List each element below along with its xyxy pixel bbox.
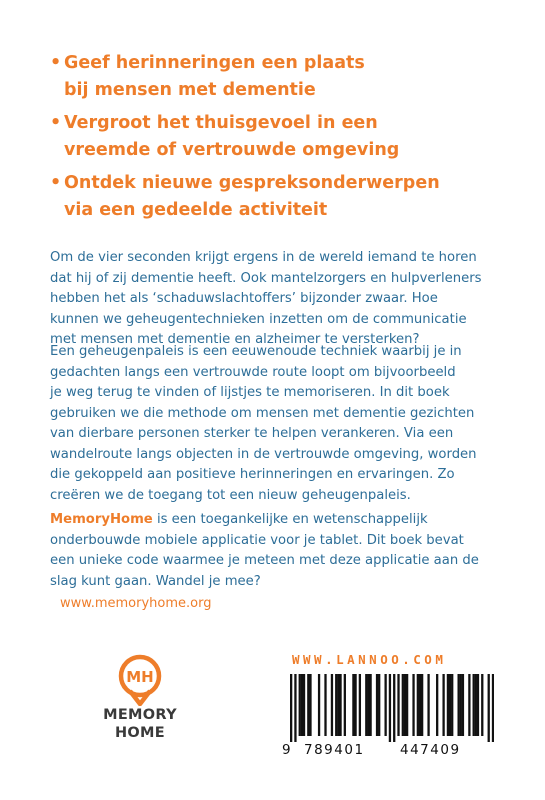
bullet-line: Geef herinneringen een plaats xyxy=(64,53,365,73)
barcode-bar xyxy=(457,674,459,736)
memoryhome-logo-icon xyxy=(115,654,165,706)
bullet-dot-icon: • xyxy=(50,53,62,73)
paragraph-line: dat hij of zij dementie heeft. Ook mantelzorgers en hulpverleners xyxy=(50,270,482,286)
paragraph-line: kunnen we geheugentechnieken inzetten om de communicatie xyxy=(50,311,467,327)
barcode-bars xyxy=(290,674,494,742)
paragraph-line: van dierbare personen sterker te helpen verankeren. Via een xyxy=(50,426,454,441)
barcode-bar xyxy=(477,674,479,736)
paragraph-line: gebruiken we die methode om mensen met dementie gezichten xyxy=(50,405,475,421)
barcode-bar xyxy=(412,674,414,736)
barcode-bar xyxy=(303,674,305,736)
paragraph-line xyxy=(50,510,510,531)
barcode-bar xyxy=(344,674,346,736)
paragraph-line: onderbouwde mobiele applicatie voor je tablet. Dit boek bevat xyxy=(50,532,464,548)
publisher-website: WWW.LANNOO.COM xyxy=(292,652,447,667)
logo-initials: MH xyxy=(126,668,154,686)
barcode-bar xyxy=(365,674,367,736)
paragraph-line: die gekoppeld aan positieve herinneringen en ervaringen. Zo xyxy=(50,467,455,482)
logo-word-home: HOME xyxy=(115,725,165,741)
paragraph-line: wandelroute langs objecten in de vertrouwde omgeving, worden xyxy=(50,446,477,462)
bullet-line: vreemde of vertrouwde omgeving xyxy=(64,140,400,160)
barcode-left-digits: 789401 xyxy=(304,742,365,758)
paragraph-line-rest: is een toegankelijke en wetenschappelijk xyxy=(152,512,428,527)
barcode-bar xyxy=(294,674,296,742)
bullet-line: Vergroot het thuisgevoel in een xyxy=(64,113,378,133)
barcode-bar xyxy=(481,674,483,736)
barcode-bar xyxy=(419,674,421,736)
feature-bullet xyxy=(50,110,510,164)
barcode-bar xyxy=(337,674,339,736)
paragraph-line: een unieke code waarmee je meteen met deze applicatie aan de xyxy=(50,553,479,568)
memoryhome-website-link[interactable]: www.memoryhome.org xyxy=(60,596,212,611)
barcode-bar xyxy=(436,674,438,736)
barcode-bar xyxy=(460,674,462,736)
memoryhome-paragraph xyxy=(50,510,510,592)
feature-bullet xyxy=(50,50,510,104)
logo-word-memory: MEMORY xyxy=(103,707,177,723)
barcode-bar xyxy=(290,674,292,742)
barcode-bar xyxy=(352,674,354,736)
feature-bullet xyxy=(50,170,510,224)
barcode-bar xyxy=(335,674,337,736)
feature-bullet-list xyxy=(50,50,510,230)
bullet-dot-icon: • xyxy=(50,173,62,193)
paragraph-line: hebben het als ‘schaduwslachtoffers’ bijzonder zwaar. Hoe xyxy=(50,291,438,306)
paragraph-line: met mensen met dementie en alzheimer te versterken? xyxy=(50,332,420,347)
paragraph-line: je weg terug te vinden of lijstjes te memoriseren. In dit boek xyxy=(50,385,450,400)
barcode-bar xyxy=(324,674,326,736)
barcode-bar xyxy=(299,674,301,736)
barcode-bar xyxy=(359,674,361,736)
bullet-dot-icon: • xyxy=(50,113,62,133)
barcode-bar xyxy=(427,674,429,736)
paragraph-line: Om de vier seconden krijgt ergens in de wereld iemand te horen xyxy=(50,250,477,265)
bullet-line: Ontdek nieuwe gespreksonderwerpen xyxy=(64,173,440,193)
barcode-bar xyxy=(447,674,449,736)
barcode-bar xyxy=(376,674,378,736)
barcode-bar xyxy=(462,674,464,736)
barcode-bar xyxy=(449,674,451,736)
barcode-bar xyxy=(421,674,423,736)
barcode-bar xyxy=(389,674,391,742)
barcode-bar xyxy=(378,674,380,736)
barcode-bar xyxy=(331,674,333,736)
paragraph-line: creëren we de toegang tot een nieuw geheugenpaleis. xyxy=(50,487,411,503)
barcode-bar xyxy=(367,674,369,736)
barcode-bar xyxy=(468,674,470,736)
memory-palace-paragraph xyxy=(50,342,510,506)
memoryhome-logo xyxy=(100,654,180,742)
barcode-bar xyxy=(488,674,490,742)
barcode-right-digits: 447409 xyxy=(400,742,461,758)
barcode-bar xyxy=(402,674,404,736)
barcode-bar xyxy=(442,674,444,736)
barcode-bar xyxy=(354,674,356,736)
memoryhome-brand-name: MemoryHome xyxy=(50,512,153,527)
barcode-bar xyxy=(318,674,320,736)
paragraph-line: slag kunt gaan. Wandel je mee? xyxy=(50,573,261,589)
intro-paragraph xyxy=(50,248,510,351)
bullet-line: bij mensen met dementie xyxy=(64,80,316,100)
barcode-bar xyxy=(451,674,453,736)
barcode-bar xyxy=(393,674,395,742)
barcode-bar xyxy=(473,674,475,736)
barcode-bar xyxy=(307,674,309,736)
paragraph-line: Een geheugenpaleis is een eeuwenoude techniek waarbij je in xyxy=(50,344,462,359)
paragraph-line: gedachten langs een vertrouwde route loopt om bijvoorbeeld xyxy=(50,364,456,380)
barcode-bar xyxy=(369,674,371,736)
barcode-bar xyxy=(404,674,406,736)
isbn-barcode xyxy=(282,672,502,772)
barcode-first-digit: 9 xyxy=(282,742,293,758)
bullet-line: via een gedeelde activiteit xyxy=(64,200,328,220)
barcode-bar xyxy=(309,674,311,736)
barcode-bar xyxy=(397,674,399,736)
barcode-bar xyxy=(301,674,303,736)
barcode-bar xyxy=(406,674,408,736)
barcode-bar xyxy=(475,674,477,736)
barcode-bar xyxy=(492,674,494,742)
barcode-bar xyxy=(417,674,419,736)
barcode-bar xyxy=(384,674,386,736)
barcode-bar xyxy=(339,674,341,736)
